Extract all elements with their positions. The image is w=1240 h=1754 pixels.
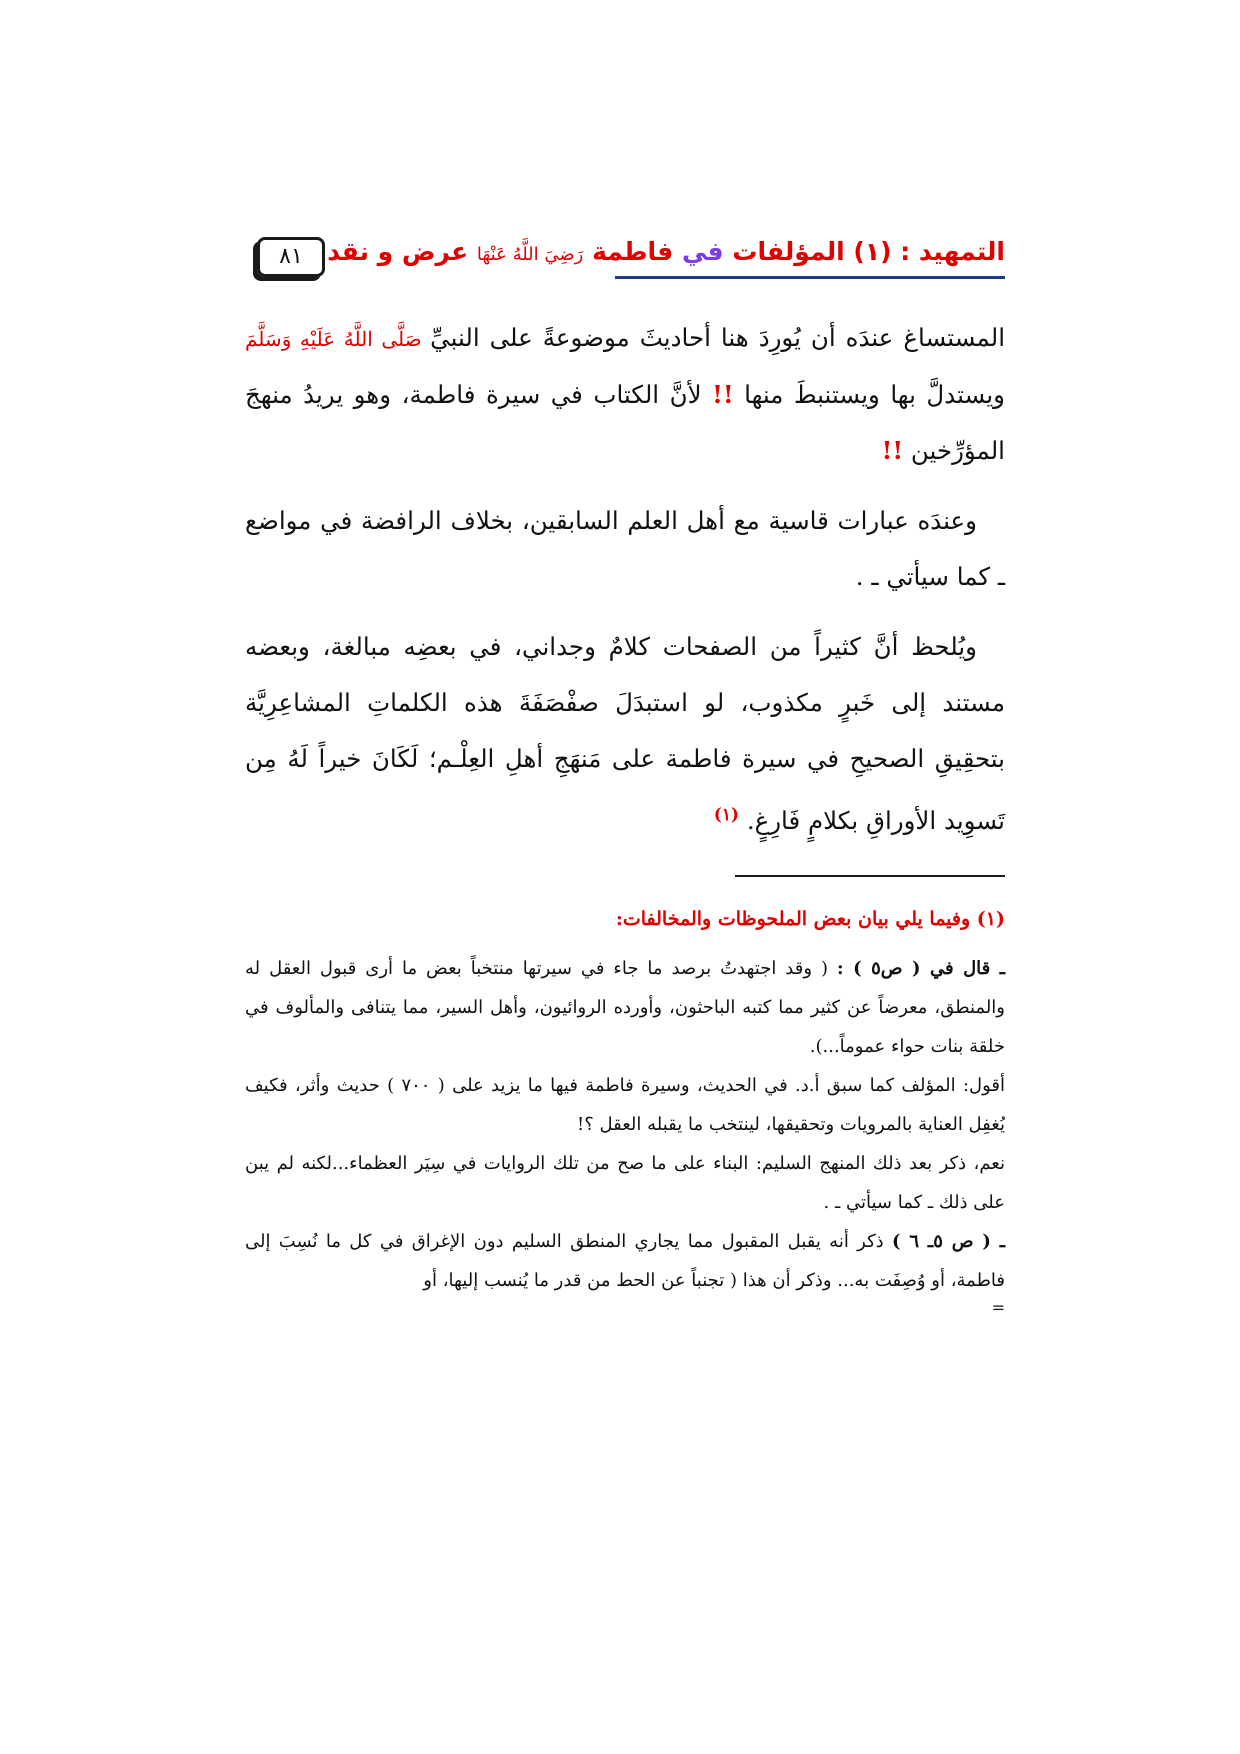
paragraph-text: المستساغ عندَه أن يُورِدَ هنا أحاديثَ موضوعةً على النبيِّ <box>430 323 1005 352</box>
header-rule <box>615 276 1005 279</box>
footnote-reference[interactable]: (١) <box>713 805 740 825</box>
footnote-heading: (١) وفيما يلي بيان بعض الملحوظات والمخالفات: <box>615 908 1005 930</box>
paragraph-gap <box>245 605 1005 619</box>
footnote-item <box>245 1222 1005 1300</box>
main-text <box>245 310 1005 849</box>
footnote-lead: ـ قال في ( ص٥ ) : <box>836 958 1005 979</box>
title-segment: (١) المؤلفات <box>723 237 892 266</box>
paragraph-1 <box>245 310 1005 479</box>
footnote-item: نعم، ذكر بعد ذلك المنهج السليم: البناء على ما صح من تلك الروايات في سِيَر العظماء...لكنه لم يبن على ذلك ـ كما سيأتي ـ . <box>245 1153 1005 1213</box>
paragraph-text: ويستدلَّ بها ويستنبطَ منها <box>733 380 1005 409</box>
paragraph-3 <box>245 619 1005 849</box>
footnote-separator <box>735 875 1005 877</box>
running-title <box>327 234 1005 273</box>
continuation-mark: = <box>991 1298 1005 1317</box>
title-segment: عرض و نقد <box>327 237 477 266</box>
honorific-phrase: صَلَّى اللَّهُ عَلَيْهِ وَسَلَّمَ <box>245 327 431 351</box>
paragraph-text: ويُلحظ أنَّ كثيراً من الصفحات كلامٌ وجداني، في بعضِه مبالغة، وبعضه مستند إلى خَبرٍ مكذوب، لو استبدَلَ صفْصَفَةَ هذه الكلماتِ المشاعِرِيَّة بتحقِيقِ الصحيحِ في سيرة فاطمة على مَنهَجِ أهلِ العِلْـم؛ لَكَانَ خيراً لَهُ مِن تَسوِيد الأوراقِ بكلامٍ فَارِغٍ. <box>245 632 1005 836</box>
title-segment: التمهيد : <box>891 237 1005 266</box>
title-segment: فاطمة <box>583 237 674 266</box>
footnote-lead: ـ ( ص ٥ـ ٦ ) <box>891 1231 1005 1252</box>
footnote-item: أقول: المؤلف كما سبق أ.د. في الحديث، وسيرة فاطمة فيها ما يزيد على ( ٧٠٠ ) حديث وأثر، فكيف يُغفِل العناية بالمرويات وتحقيقها، لينتخب ما يقبله العقل ؟! <box>245 1075 1005 1135</box>
exclamation-mark: !! <box>712 380 734 409</box>
title-segment: في <box>673 237 724 266</box>
paragraph-2: وعندَه عبارات قاسية مع أهل العلم السابقين، بخلاف الرافضة في مواضع ـ كما سيأتي ـ . <box>245 506 1005 591</box>
page-header <box>245 232 1005 282</box>
exclamation-mark: !! <box>881 436 904 465</box>
footnotes <box>245 900 1005 1316</box>
title-honorific: رَضِيَ اللَّهُ عَنْهَا <box>476 244 584 265</box>
page-number: ٨١ <box>257 237 325 277</box>
paragraph-gap <box>245 479 1005 493</box>
footnote-item <box>245 949 1005 1066</box>
paragraph-text: لأنَّ الكتاب في سيرة فاطمة، وهو يريدُ منهجَ المؤرِّخين <box>245 380 1005 465</box>
footnote-text: ( وقد اجتهدتُ برصد ما جاء في سيرتها منتخباً بعض ما أرى قبول العقل له والمنطق، معرضاً عن كثير مما كتبه الباحثون، وأورده الروائيون، وأهل السير، مما يتنافى والمألوف في خلقة بنات حواء عموماً...). <box>245 958 1005 1057</box>
footnote-text: ذكر أنه يقبل المقبول مما يجاري المنطق السليم دون الإغراق في كل ما نُسِبَ إلى فاطمة، أو وُصِفَت به... وذكر أن هذا ( تجنباً عن الحط من قدر ما يُنسب إليها، أو <box>245 1231 1005 1291</box>
